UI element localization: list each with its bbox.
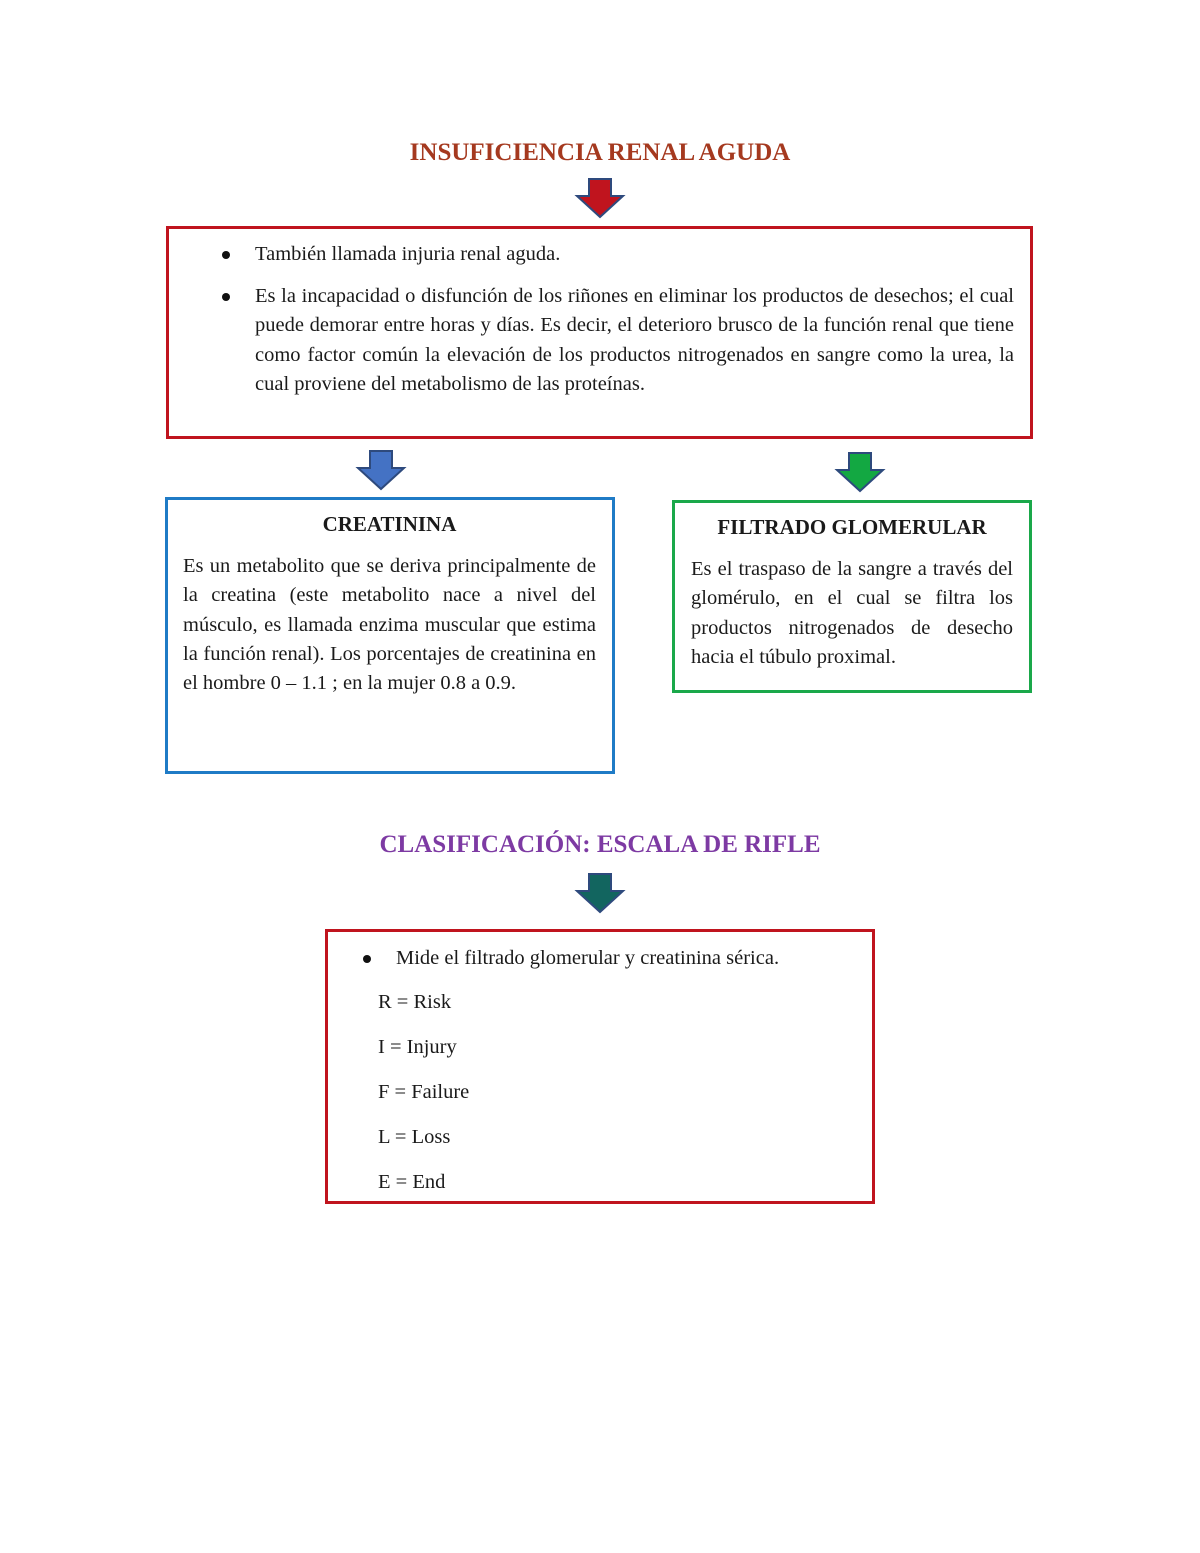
creatinina-text: Es un metabolito que se deriva principalmente de la creatina (este metabolito nace a nivel del músculo, es llamada enzima muscular que estima la función renal). Los porcentajes de creatinina en el hombre 0 – 1.1 ; en la mujer 0.8 a 0.9. (183, 555, 596, 695)
filtrado-text: Es el traspaso de la sangre a través del glomérulo, en el cual se filtra los productos nitrogenados de desecho hacia el túbulo proximal. (691, 558, 1013, 668)
definition-box (166, 226, 1033, 439)
rifle-box (325, 929, 875, 1204)
creatinina-heading: CREATININA (322, 512, 457, 536)
creatinina-box (165, 497, 615, 774)
arrow-down-icon (355, 449, 407, 491)
filtrado-heading: FILTRADO GLOMERULAR (717, 515, 987, 539)
rifle-scale-item-r: R = Risk (378, 990, 452, 1013)
definition-item-alias: También llamada injuria renal aguda. (217, 240, 1014, 270)
rifle-bullet-item: Mide el filtrado glomerular y creatinina sérica. (358, 944, 856, 974)
rifle-scale-item-l: L = Loss (378, 1125, 451, 1148)
rifle-scale-list (378, 988, 856, 1213)
definition-item-description: Es la incapacidad o disfunción de los riñones en eliminar los productos de desechos; el cual puede demorar entre horas y días. Es decir, el deterioro brusco de la función renal que tiene como factor común la elevación de los productos nitrogenados en sangre como la urea, la cual proviene del metabolismo de las proteínas. (217, 282, 1014, 400)
rifle-bullet-list (358, 944, 856, 974)
arrow-down-icon (574, 872, 626, 914)
section-title-rifle: CLASIFICACIÓN: ESCALA DE RIFLE (379, 831, 821, 858)
rifle-scale-item-f: F = Failure (378, 1080, 470, 1103)
definition-list (217, 240, 1014, 400)
rifle-scale-item-i: I = Injury (378, 1035, 457, 1058)
rifle-scale-item-e: E = End (378, 1170, 446, 1193)
arrow-down-icon (574, 177, 626, 219)
arrow-down-icon (834, 451, 886, 493)
filtrado-glomerular-box (672, 500, 1032, 693)
page-title: INSUFICIENCIA RENAL AGUDA (409, 139, 791, 166)
